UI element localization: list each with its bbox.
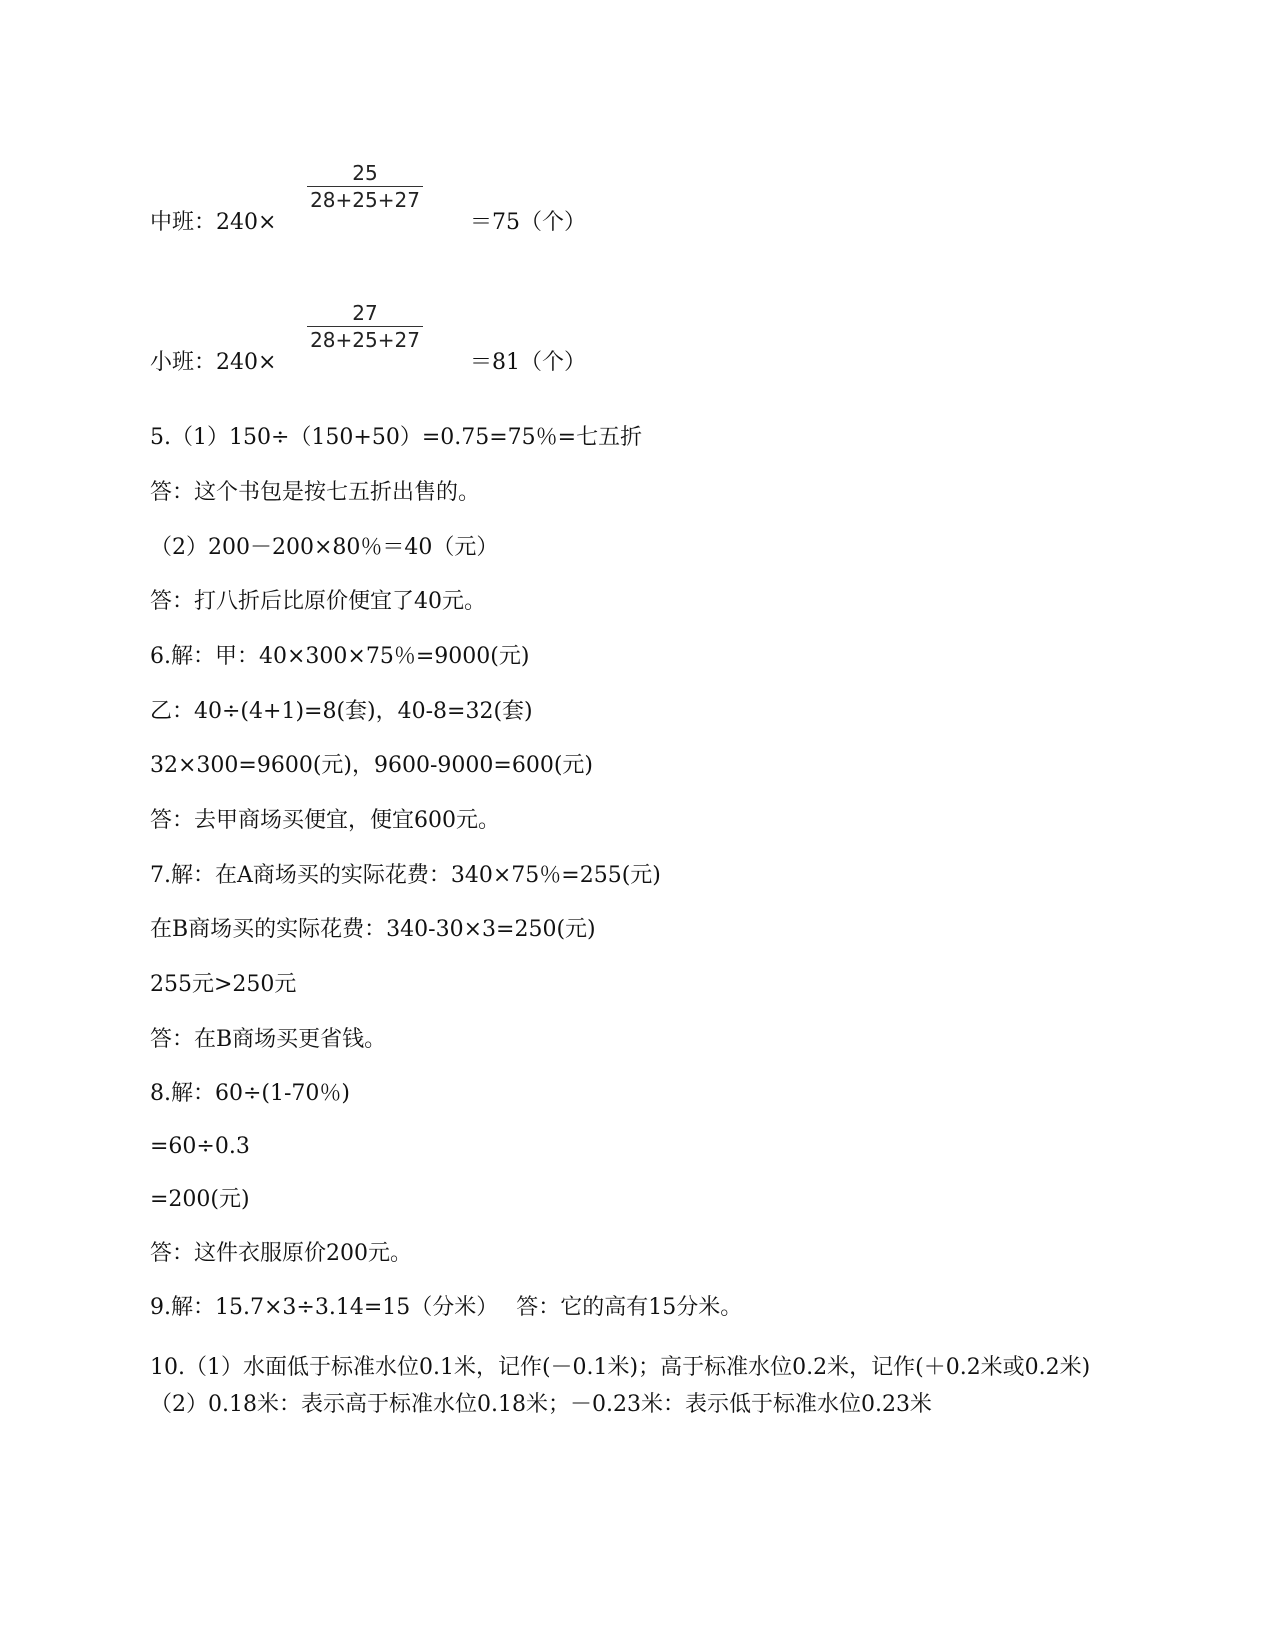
fraction-row-middle-class — [150, 160, 850, 240]
answer-line: 答：去甲商场买便宜，便宜600元。 — [150, 808, 500, 833]
solution-line: 9.解：15.7×3÷3.14=15（分米） 答：它的高有15分米。 — [150, 1295, 743, 1320]
fraction-result: ＝81（个） — [470, 350, 586, 375]
solution-line: 在B商场买的实际花费：340-30×3=250(元) — [150, 917, 596, 942]
solution-line: =60÷0.3 — [150, 1134, 250, 1159]
answer-line: 答：在B商场买更省钱。 — [150, 1027, 387, 1052]
solution-paragraph: 10.（1）水面低于标准水位0.1米，记作(－0.1米)；高于标准水位0.2米，记作(＋0.2米或0.2米) （2）0.18米：表示高于标准水位0.18米；－0.23米：表示低于标准水位0.23米 — [150, 1355, 1113, 1417]
solution-line: 乙：40÷(4+1)=8(套)，40-8=32(套) — [150, 699, 533, 724]
solution-line: =200(元) — [150, 1187, 250, 1212]
answer-line: 答：这件衣服原价200元。 — [150, 1241, 412, 1266]
answer-line: 答：打八折后比原价便宜了40元。 — [150, 589, 486, 614]
solution-line: 8.解：60÷(1-70％) — [150, 1081, 351, 1106]
fraction-label: 小班：240× — [150, 350, 277, 375]
solution-line: 7.解：在A商场买的实际花费：340×75％=255(元) — [150, 863, 661, 888]
solution-line: 32×300=9600(元)，9600-9000=600(元) — [150, 753, 594, 778]
solution-line: 255元>250元 — [150, 972, 297, 997]
fraction-label: 中班：240× — [150, 210, 277, 235]
fraction-numerator: 27 — [352, 301, 378, 325]
fraction-row-small-class — [150, 300, 850, 380]
fraction — [305, 160, 425, 213]
fraction-denominator: 28+25+27 — [310, 328, 420, 352]
fraction — [305, 300, 425, 353]
fraction-numerator: 25 — [352, 161, 378, 185]
solution-line: （2）200－200×80％＝40（元） — [150, 535, 499, 560]
answer-line: 答：这个书包是按七五折出售的。 — [150, 480, 481, 505]
fraction-denominator: 28+25+27 — [310, 188, 420, 212]
solution-line: 5.（1）150÷（150+50）=0.75=75％=七五折 — [150, 425, 643, 450]
fraction-result: ＝75（个） — [470, 210, 586, 235]
solution-line: 6.解：甲：40×300×75％=9000(元) — [150, 644, 530, 669]
